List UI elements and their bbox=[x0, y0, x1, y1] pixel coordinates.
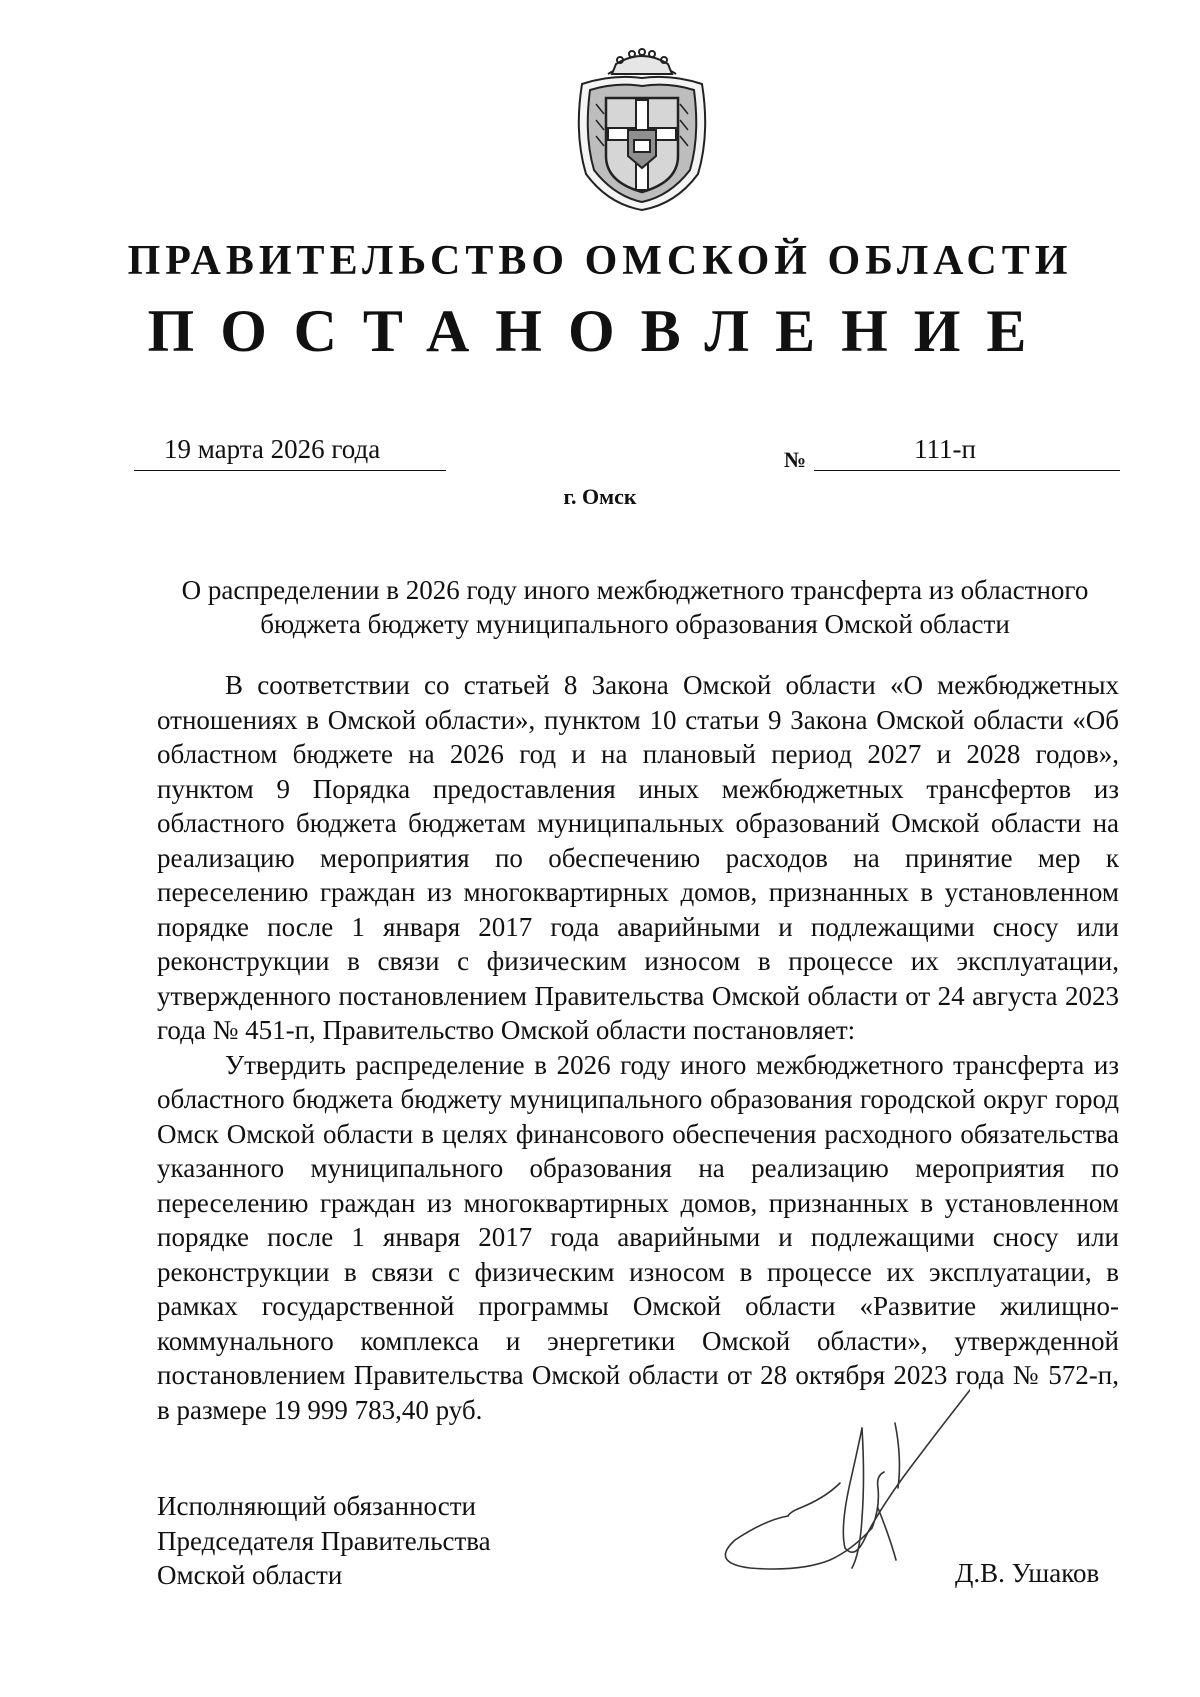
date-field bbox=[134, 434, 446, 471]
government-title: ПРАВИТЕЛЬСТВО ОМСКОЙ ОБЛАСТИ bbox=[127, 238, 1073, 284]
handwritten-signature bbox=[640, 1388, 970, 1588]
document-date: 19 марта 2026 года bbox=[164, 434, 381, 464]
city: г. Омск bbox=[563, 484, 637, 509]
document-type: ПОСТАНОВЛЕНИЕ bbox=[147, 298, 1053, 364]
number-field bbox=[814, 434, 1120, 471]
document-body bbox=[157, 668, 1119, 1427]
document-subject: О распределении в 2026 году иного межбюджетного трансферта из областного бюджета бюджету муниципального образования Омской области bbox=[181, 575, 1089, 639]
signatory-name: Д.В. Ушаков bbox=[955, 1558, 1100, 1588]
signatory-title-line-3: Омской области bbox=[157, 1560, 343, 1590]
signatory-title bbox=[157, 1489, 491, 1593]
signatory-title-line-2: Председателя Правительства bbox=[157, 1525, 491, 1556]
signatory-title-line-1: Исполняющий обязанности bbox=[157, 1491, 476, 1521]
body-paragraph-1: В соответствии со статьей 8 Закона Омской области «О межбюджетных отношениях в Омской области», пунктом 10 статьи 9 Закона Омской области «Об областном бюджете на 2026 год и на плановый период 2027 и 2028 годов», пунктом 9 Порядка предоставления иных межбюджетных трансфертов из областного бюджета бюджетам муниципальных образований Омской области на реализацию мероприятия по обеспечению расходов на принятие мер к переселению граждан из многоквартирных домов, признанных в установленном порядке после 1 января 2017 года аварийными и подлежащими сносу или реконструкции в связи с физическим износом в процессе их эксплуатации, утвержденного постановлением Правительства Омской области от 24 августа 2023 года № 451-п, Правительство Омской области постановляет: bbox=[157, 670, 1119, 1045]
omsk-oblast-coat-of-arms-icon bbox=[568, 44, 716, 214]
body-paragraph-2: Утвердить распределение в 2026 году иного межбюджетного трансферта из областного бюджета бюджету муниципального образования городской округ город Омск Омской области в целях финансового обеспечения расходного обязательства указанного муниципального образования на реализацию мероприятия по переселению граждан из многоквартирных домов, признанных в установленном порядке после 1 января 2017 года аварийными и подлежащими сносу или реконструкции в связи с физическим износом в процессе их эксплуатации, в рамках государственной программы Омской области «Развитие жилищно-коммунального комплекса и энергетики Омской области», утвержденной постановлением Правительства Омской области от 28 октября 2023 года № 572-п, в размере 19 999 783,40 руб. bbox=[157, 1049, 1119, 1425]
number-sign: № bbox=[784, 447, 807, 472]
document-number: 111-п bbox=[914, 434, 976, 464]
